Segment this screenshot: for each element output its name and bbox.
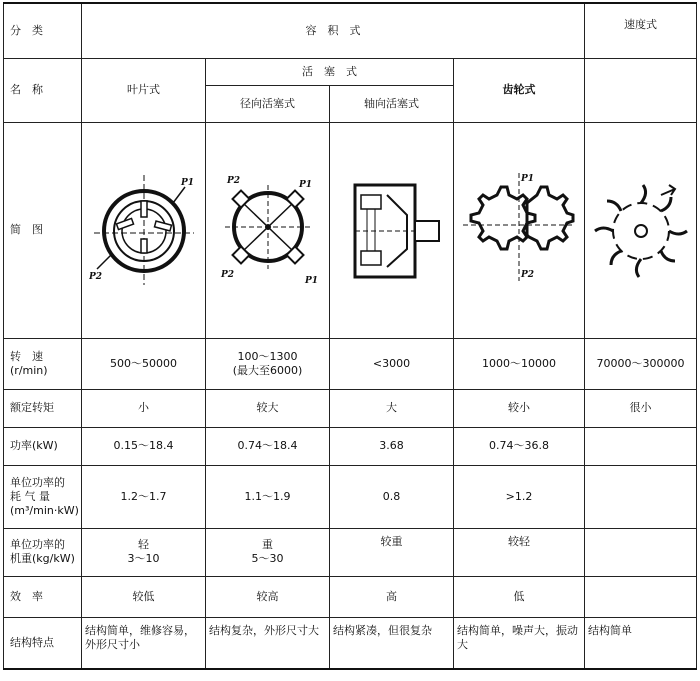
speed-radial-value: 100～1300 [237,349,298,363]
efficiency-gear: 低 [454,576,585,617]
diagram-label: 简 图 [4,122,82,338]
structure-gear: 结构简单，噪声大，振动大 [454,617,585,669]
gear-p2-label: P2 [521,270,535,280]
velocity-name-empty [585,58,697,122]
structure-row [4,617,697,669]
axial-name: 轴向活塞式 [330,85,454,122]
diagram-row [4,122,697,338]
structure-vane: 结构简单，维修容易，外形尺寸小 [82,617,206,669]
axial-diagram-cell [330,122,454,338]
weight-label-line1: 单位功率的 [10,538,65,551]
volumetric-header: 容 积 式 [82,3,585,58]
efficiency-row [4,576,697,617]
air-velocity [585,465,697,528]
weight-axial: 较重 [330,528,454,576]
efficiency-velocity [585,576,697,617]
weight-vane [82,528,206,576]
speed-gear: 1000～10000 [454,338,585,389]
vane-diagram-cell [82,122,206,338]
air-gear: >1.2 [454,465,585,528]
structure-velocity: 结构简单 [585,617,697,669]
efficiency-vane: 较低 [82,576,206,617]
radial-name: 径向活塞式 [206,85,330,122]
speed-radial-extra: (最大至6000) [232,363,303,377]
radial-p3-label: P1 [304,276,318,286]
torque-radial: 较大 [206,389,330,427]
structure-label: 结构特点 [4,617,82,669]
speed-label [4,338,82,389]
speed-label-line2: (r/min) [10,363,48,377]
air-label-line2: 耗 气 量 [10,489,50,503]
power-radial: 0.74～18.4 [206,427,330,465]
radial-piston-diagram [213,165,323,295]
category-row [4,3,697,58]
speed-velocity: 70000～300000 [585,338,697,389]
efficiency-radial: 较高 [206,576,330,617]
piston-header-row [4,58,697,85]
weight-velocity [585,528,697,576]
weight-vane-line1: 轻 [138,538,149,551]
vane-p2-label: P2 [88,272,102,282]
velocity-header: 速度式 [585,3,697,58]
weight-gear: 较轻 [454,528,585,576]
efficiency-label: 效 率 [4,576,82,617]
power-gear: 0.74～36.8 [454,427,585,465]
gear-p1-label: P1 [521,174,535,184]
torque-label: 额定转矩 [4,389,82,427]
axial-piston-diagram [337,165,447,295]
vane-name: 叶片式 [82,58,206,122]
speed-radial [206,338,330,389]
gear-motor-diagram [459,165,579,295]
comparison-table [3,2,697,670]
torque-vane: 小 [82,389,206,427]
torque-gear: 较小 [454,389,585,427]
gear-diagram-cell [454,122,585,338]
weight-radial-line2: 5～30 [251,552,284,565]
radial-diagram-cell [206,122,330,338]
structure-radial: 结构复杂，外形尺寸大 [206,617,330,669]
weight-radial-line1: 重 [262,538,273,551]
radial-p1-label: P1 [298,180,312,190]
vane-p1-label: P1 [180,178,194,188]
power-row [4,427,697,465]
weight-row [4,528,697,576]
category-label: 分 类 [4,3,82,58]
weight-label-line2: 机重(kg/kW) [10,552,75,565]
radial-p2a-label: P2 [226,176,240,186]
power-velocity [585,427,697,465]
weight-vane-line2: 3～10 [127,552,160,565]
air-axial: 0.8 [330,465,454,528]
gear-name: 齿轮式 [454,58,585,122]
power-vane: 0.15～18.4 [82,427,206,465]
torque-row [4,389,697,427]
weight-radial [206,528,330,576]
air-radial: 1.1～1.9 [206,465,330,528]
speed-row [4,338,697,389]
radial-p2b-label: P2 [220,270,234,280]
velocity-diagram-cell [585,122,697,338]
speed-vane: 500～50000 [82,338,206,389]
torque-axial: 大 [330,389,454,427]
power-label: 功率(kW) [4,427,82,465]
vane-motor-diagram [89,165,199,295]
torque-velocity: 很小 [585,389,697,427]
efficiency-axial: 高 [330,576,454,617]
speed-label-line1: 转 速 [10,349,43,363]
speed-axial: <3000 [330,338,454,389]
power-axial: 3.68 [330,427,454,465]
turbine-diagram [591,165,691,295]
air-label-line3: (m³/min·kW) [10,503,79,517]
air-consumption-row [4,465,697,528]
air-label-line1: 单位功率的 [10,475,65,489]
air-label [4,465,82,528]
structure-axial: 结构紧凑，但很复杂 [330,617,454,669]
air-vane: 1.2～1.7 [82,465,206,528]
piston-header: 活 塞 式 [206,58,454,85]
weight-label [4,528,82,576]
name-label: 名 称 [4,58,82,122]
